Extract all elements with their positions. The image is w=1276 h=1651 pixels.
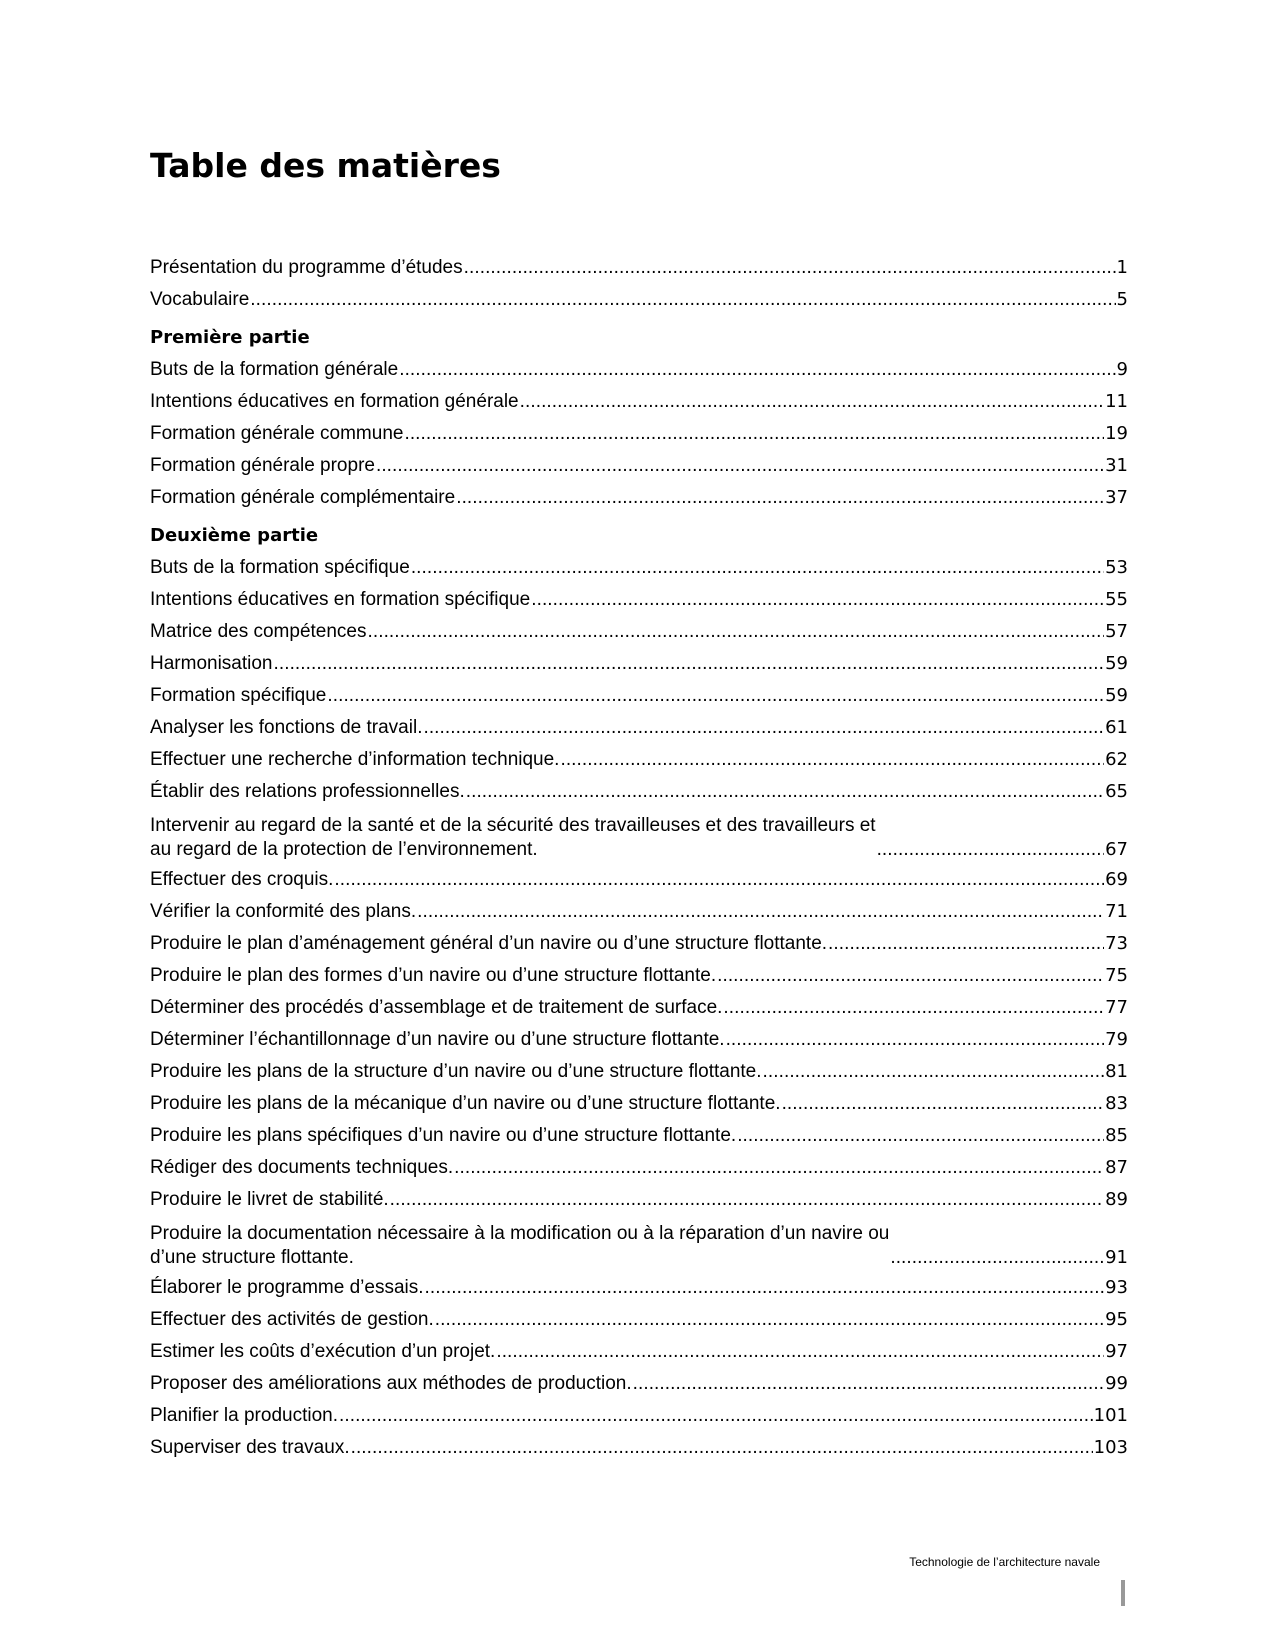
toc-entry-title: Produire le plan des formes d’un navire ou d’une structure flottante.: [150, 965, 717, 986]
toc-entry-title: Planifier la production.: [150, 1405, 338, 1426]
toc-entry[interactable]: [150, 1216, 1128, 1272]
toc-entry[interactable]: [150, 1272, 1128, 1304]
toc-entry-title: Déterminer l’échantillonnage d’un navire ou d’une structure flottante.: [150, 1029, 725, 1050]
toc-entry-page: 85: [1105, 1125, 1128, 1146]
toc-entry-title: Buts de la formation générale: [150, 359, 399, 380]
dot-leader: [390, 1184, 1104, 1216]
toc-entry[interactable]: [150, 1024, 1128, 1056]
toc-entry-title: Produire le plan d’aménagement général d’un navire ou d’une structure flottante.: [150, 933, 828, 954]
toc-entry[interactable]: [150, 680, 1128, 712]
dot-leader: [466, 776, 1104, 808]
toc-entry-title: Proposer des améliorations aux méthodes de production.: [150, 1373, 632, 1394]
toc-entry-page: 93: [1105, 1277, 1128, 1298]
dot-leader: [423, 712, 1104, 744]
dot-leader: [763, 1056, 1105, 1088]
dot-leader: [723, 992, 1104, 1024]
dot-leader: [411, 552, 1104, 584]
toc-entry-page: 9: [1116, 359, 1128, 380]
dot-leader: [399, 354, 1115, 386]
toc-entry[interactable]: [150, 450, 1128, 482]
dot-leader: [351, 1432, 1093, 1464]
dot-leader: [334, 864, 1104, 896]
toc-entry-page: 37: [1105, 487, 1128, 508]
dot-leader: [737, 1120, 1104, 1152]
toc-entry[interactable]: [150, 896, 1128, 928]
toc-entry-page: 103: [1093, 1437, 1128, 1458]
toc-entry[interactable]: [150, 1400, 1128, 1432]
toc-entry-page: 57: [1105, 621, 1128, 642]
toc-entry-title: Vocabulaire: [150, 289, 250, 310]
dot-leader: [717, 960, 1104, 992]
toc-entry-title: Effectuer des croquis.: [150, 869, 334, 890]
toc-entry[interactable]: [150, 1120, 1128, 1152]
toc-entry-page: 79: [1105, 1029, 1128, 1050]
toc-entry-page: 83: [1105, 1093, 1128, 1114]
toc-entry-page: 1: [1116, 257, 1128, 278]
toc-entry-title: Intentions éducatives en formation spécifique: [150, 589, 531, 610]
toc-entry-title: Formation générale propre: [150, 455, 375, 476]
toc-entry-page: 59: [1105, 653, 1128, 674]
toc-entry[interactable]: [150, 928, 1128, 960]
toc-entry-title: Formation générale commune: [150, 423, 404, 444]
toc-entry[interactable]: [150, 776, 1128, 808]
dot-leader: [404, 418, 1104, 450]
toc-section-heading: Première partie: [150, 327, 310, 348]
dot-leader: [417, 896, 1104, 928]
toc-entry-title: Établir des relations professionnelles.: [150, 781, 465, 802]
page-marker-bar: [1121, 1580, 1125, 1606]
toc-entry-title: Produire la documentation nécessaire à la modification ou à la réparation d’un navire ou d’une structure flottante.: [150, 1223, 890, 1268]
toc-entry-title: Produire les plans de la structure d’un navire ou d’une structure flottante.: [150, 1061, 762, 1082]
toc-entry[interactable]: [150, 864, 1128, 896]
toc-entry-title: Élaborer le programme d’essais.: [150, 1277, 424, 1298]
toc-entry[interactable]: [150, 284, 1128, 316]
toc-entry[interactable]: [150, 808, 1128, 864]
dot-leader: [368, 616, 1105, 648]
toc-entry[interactable]: [150, 1184, 1128, 1216]
toc-entry-page: 67: [1105, 839, 1128, 860]
toc-entry[interactable]: [150, 482, 1128, 514]
toc-entry[interactable]: [150, 252, 1128, 284]
toc-entry-page: 53: [1105, 557, 1128, 578]
toc-entry-title: Intentions éducatives en formation générale: [150, 391, 519, 412]
toc-entry-title: Intervenir au regard de la santé et de la sécurité des travailleuses et des travailleurs et au regard de la protection de l’environnement.: [150, 815, 876, 860]
toc-entry[interactable]: [150, 1304, 1128, 1336]
toc-entry-title: Formation générale complémentaire: [150, 487, 456, 508]
toc-section-heading: Deuxième partie: [150, 525, 319, 546]
toc-entry-title: Formation spécifique: [150, 685, 327, 706]
toc-entry-title: Buts de la formation spécifique: [150, 557, 410, 578]
dot-leader: [726, 1024, 1105, 1056]
toc-entry-title: Déterminer des procédés d’assemblage et de traitement de surface.: [150, 997, 723, 1018]
toc-entry-title: Effectuer des activités de gestion.: [150, 1309, 434, 1330]
toc-entry[interactable]: [150, 744, 1128, 776]
dot-leader: [464, 252, 1116, 284]
dot-leader: [520, 386, 1104, 418]
toc-entry-page: 77: [1105, 997, 1128, 1018]
dot-leader: [250, 284, 1115, 316]
dot-leader: [274, 648, 1105, 680]
toc-entry[interactable]: [150, 386, 1128, 418]
dot-leader: [327, 680, 1104, 712]
toc-entry[interactable]: [150, 1152, 1128, 1184]
toc-entry-page: 95: [1105, 1309, 1128, 1330]
toc-entry-page: 99: [1105, 1373, 1128, 1394]
toc-entry-title: Rédiger des documents techniques.: [150, 1157, 454, 1178]
dot-leader: [560, 744, 1104, 776]
page-footer: Technologie de l’architecture navale: [909, 1555, 1100, 1569]
toc-entry-page: 69: [1105, 869, 1128, 890]
toc-entry-page: 73: [1105, 933, 1128, 954]
toc-entry-title: Effectuer une recherche d’information technique.: [150, 749, 560, 770]
toc-entry-title: Superviser des travaux.: [150, 1437, 350, 1458]
toc-entry[interactable]: [150, 552, 1128, 584]
toc-entry[interactable]: [150, 712, 1128, 744]
toc-entry[interactable]: [150, 418, 1128, 450]
toc-entry[interactable]: [150, 1056, 1128, 1088]
dot-leader: [828, 928, 1104, 960]
toc-entry[interactable]: [150, 1432, 1128, 1464]
toc-entry-page: 101: [1093, 1405, 1128, 1426]
dot-leader: [339, 1400, 1093, 1432]
toc-entry-page: 55: [1105, 589, 1128, 610]
dot-leader: [782, 1088, 1105, 1120]
toc-entry-page: 87: [1105, 1157, 1128, 1178]
toc-entry-page: 71: [1105, 901, 1128, 922]
dot-leader: [496, 1336, 1104, 1368]
toc-entry-title: Matrice des compétences: [150, 621, 367, 642]
toc-entry-title: Présentation du programme d’études: [150, 257, 463, 278]
toc-entry[interactable]: [150, 584, 1128, 616]
toc-entry[interactable]: [150, 648, 1128, 680]
toc-entry-page: 62: [1105, 749, 1128, 770]
toc-entry-title: Produire le livret de stabilité.: [150, 1189, 389, 1210]
toc-entry-title: Produire les plans de la mécanique d’un navire ou d’une structure flottante.: [150, 1093, 781, 1114]
toc-entry-page: 59: [1105, 685, 1128, 706]
dot-leader: [877, 838, 1105, 862]
toc-entry[interactable]: [150, 1336, 1128, 1368]
dot-leader: [531, 584, 1104, 616]
toc-entry[interactable]: [150, 1368, 1128, 1400]
toc-entry-page: 5: [1116, 289, 1128, 310]
toc-entry-page: 89: [1105, 1189, 1128, 1210]
toc-entry[interactable]: [150, 616, 1128, 648]
toc-entry-page: 91: [1105, 1247, 1128, 1268]
dot-leader: [890, 1246, 1104, 1270]
toc-entry-page: 81: [1105, 1061, 1128, 1082]
toc-entry[interactable]: [150, 1088, 1128, 1120]
toc-entry-page: 75: [1105, 965, 1128, 986]
dot-leader: [425, 1272, 1105, 1304]
toc-entry-page: 31: [1105, 455, 1128, 476]
toc-entry[interactable]: [150, 960, 1128, 992]
page-title: Table des matières: [150, 146, 501, 185]
table-of-contents: [150, 252, 1128, 1464]
dot-leader: [376, 450, 1104, 482]
toc-entry-page: 11: [1105, 391, 1128, 412]
toc-entry-title: Vérifier la conformité des plans.: [150, 901, 417, 922]
toc-entry-title: Estimer les coûts d’exécution d’un projet.: [150, 1341, 496, 1362]
toc-entry-title: Produire les plans spécifiques d’un navire ou d’une structure flottante.: [150, 1125, 737, 1146]
toc-entry-title: Harmonisation: [150, 653, 273, 674]
dot-leader: [456, 482, 1104, 514]
dot-leader: [454, 1152, 1104, 1184]
toc-entry-page: 19: [1105, 423, 1128, 444]
toc-entry-title: Analyser les fonctions de travail.: [150, 717, 423, 738]
toc-entry-page: 65: [1105, 781, 1128, 802]
dot-leader: [633, 1368, 1104, 1400]
toc-entry-page: 61: [1105, 717, 1128, 738]
dot-leader: [435, 1304, 1104, 1336]
toc-entry[interactable]: [150, 992, 1128, 1024]
toc-entry[interactable]: [150, 354, 1128, 386]
toc-entry-page: 97: [1105, 1341, 1128, 1362]
